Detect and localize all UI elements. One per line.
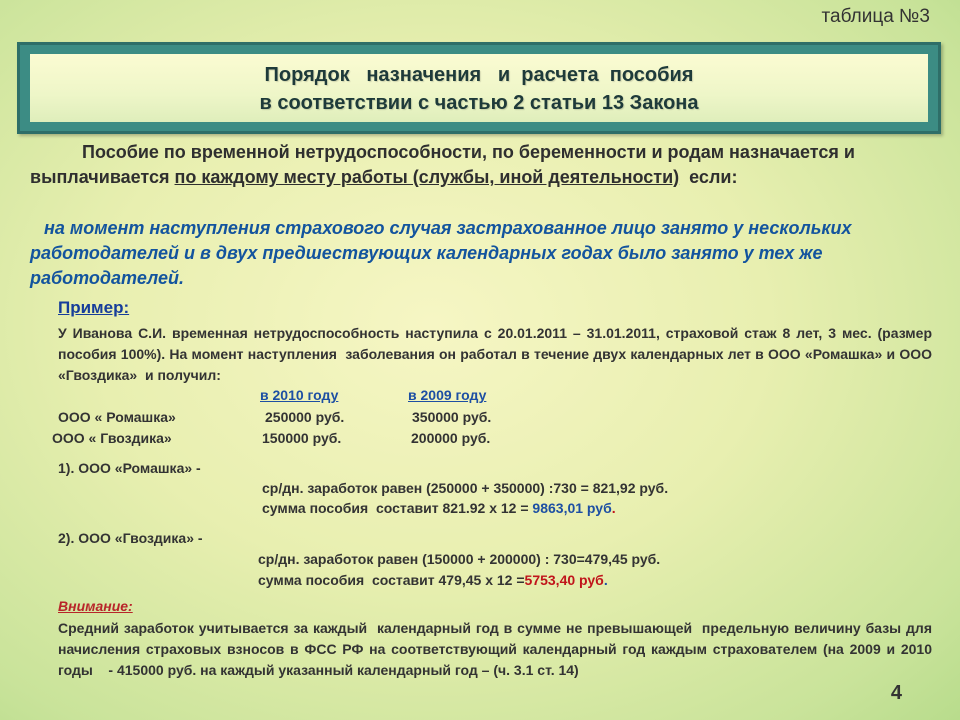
page-number: 4 [890,682,902,704]
row-romashka-org: ООО « Ромашка» [58,409,176,425]
title-banner [17,42,941,134]
banner-title-line-2: в соответствии с частью 2 статьи 13 Закона [259,92,699,114]
calc1-heading: 1). ООО «Ромашка» - [58,460,201,476]
calc1-average-earnings: ср/дн. заработок равен (250000 + 350000) :730 = 821,92 руб. [262,480,669,496]
example-text: У Иванова С.И. временная нетрудоспособность наступила с 20.01.2011 – 31.01.2011, страховой стаж 8 лет, 3 мес. (размер пособия 100%). На момент наступления заболевания он работал в течение двух календарных лет в ООО «Ромашка» и ООО «Гвоздика» и получил: [58,325,936,383]
warning-text: Средний заработок учитывается за каждый календарный год в сумме не превышающей предельную величину базы для начисления страховых взносов в ФСС РФ на соответствующий календарный год каждым страхователем (на 2009 и 2010 годы - 415000 руб. на каждый указанный календарный год – (ч. 3.1 ст. 14) [58,620,936,678]
row-gvozdika-org: ООО « Гвоздика» [52,430,172,446]
example-title: Пример: [58,298,130,317]
calc2-dot: . [603,572,608,588]
row-gvozdika-2010: 150000 руб. [262,430,342,446]
condition-text: на момент наступления страхового случая застрахованное лицо занято у нескольких работодателей и в двух предшествующих календарных годах было занято у тех же работодателей. [30,218,852,288]
calc2-average-earnings: ср/дн. заработок равен (150000 + 200000) : 730=479,45 руб. [258,551,661,567]
year-2009-header: в 2009 году [408,387,487,403]
intro-paragraph [30,140,930,190]
intro-text-b: если: [679,167,738,187]
calc2-benefit-text: сумма пособия составит 479,45 х 12 = [258,572,525,588]
calc2-heading: 2). ООО «Гвоздика» - [58,530,203,546]
intro-text-a: Пособие по временной нетрудоспособности, по беременности и родам назначается и выплачивается [30,142,855,187]
condition-paragraph [30,216,930,291]
calc1-benefit-line [262,500,616,516]
banner-title-line-1: Порядок назначения и расчета пособия [264,64,694,86]
calc1-benefit-text: сумма пособия составит 821.92 х 12 = [262,500,533,516]
table-number-label: таблица №3 [821,6,930,27]
row-romashka-2009: 350000 руб. [412,409,492,425]
row-romashka-2010: 250000 руб. [265,409,345,425]
title-banner-inner [30,54,928,122]
calc1-benefit-result: 9863,01 руб [532,500,612,516]
year-2010-header: в 2010 году [260,387,339,403]
intro-underlined: по каждому месту работы (службы, иной деятельности) [174,167,680,187]
calc1-dot: . [611,500,616,516]
calc2-benefit-line [258,572,608,588]
calc2-benefit-result: 5753,40 руб [524,572,604,588]
row-gvozdika-2009: 200000 руб. [411,430,491,446]
warning-title: Внимание: [58,598,133,614]
